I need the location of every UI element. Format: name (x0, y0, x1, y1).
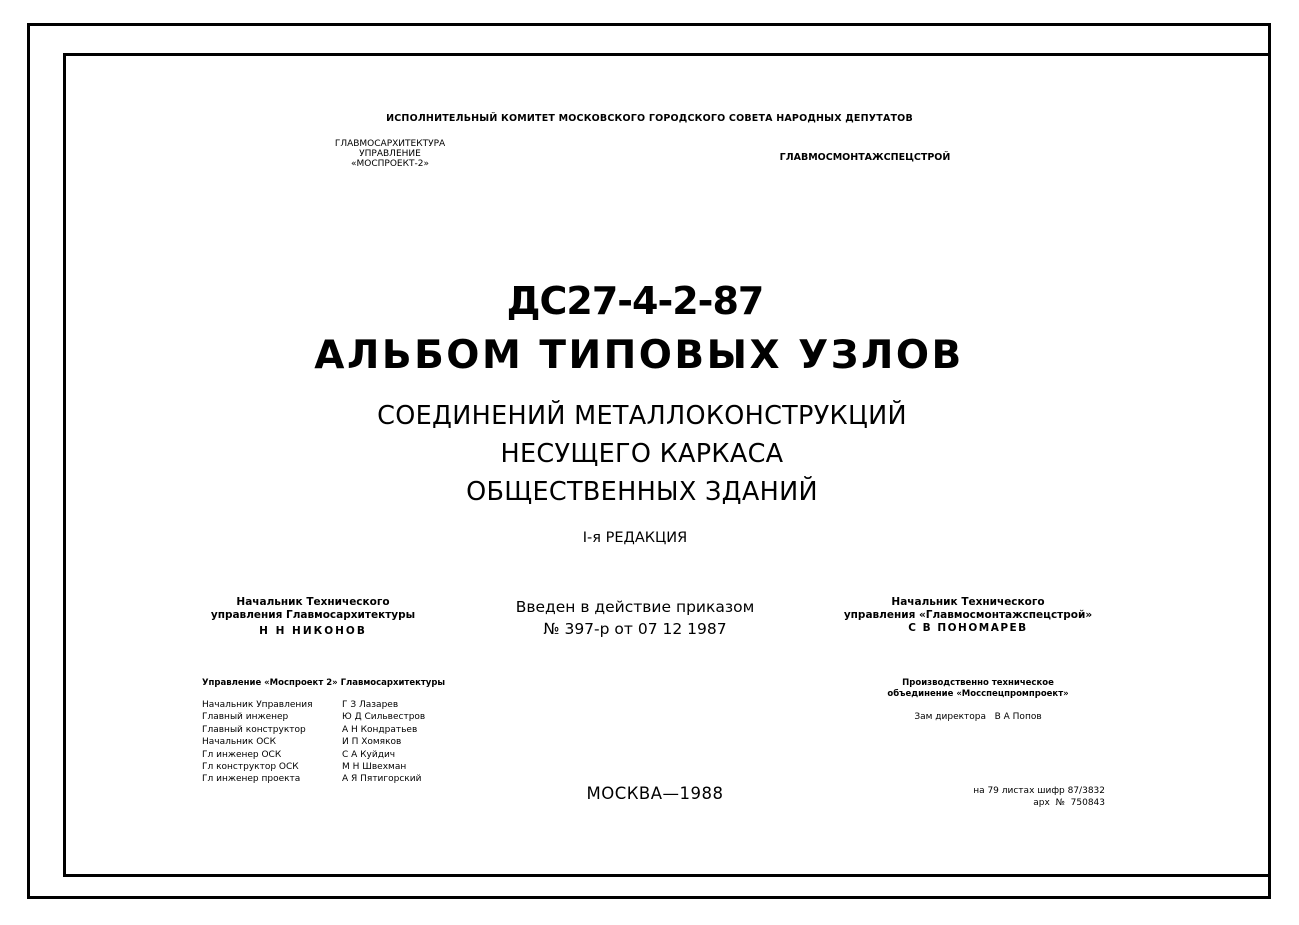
sheets-line: на 79 листах шифр 87/3832 (973, 786, 1105, 796)
subtitle-line: СОЕДИНЕНИЙ МЕТАЛЛОКОНСТРУКЦИЙ (377, 401, 907, 431)
signature-right-position: Начальник Технического (891, 596, 1045, 608)
album-title: АЛЬБОМ ТИПОВЫХ УЗЛОВ (314, 333, 964, 378)
org-left-line: «МОСПРОЕКТ-2» (351, 159, 429, 169)
staff-name: И П Хомяков (342, 737, 402, 748)
staff-row (202, 749, 425, 761)
staff-role: Главный конструктор (202, 724, 306, 735)
staff-role: Гл инженер ОСК (202, 749, 282, 760)
production-line: Производственно техническое (902, 678, 1054, 688)
signature-left-name: Н Н НИКОНОВ (259, 625, 367, 637)
staff-role: Гл инженер проекта (202, 774, 301, 785)
staff-row (202, 711, 425, 723)
staff-row (202, 736, 425, 748)
production-org (848, 678, 1108, 700)
archive-line: арх № 750843 (1033, 798, 1105, 808)
decree-line: № 397-р от 07 12 1987 (543, 620, 727, 638)
committee-heading: ИСПОЛНИТЕЛЬНЫЙ КОМИТЕТ МОСКОВСКОГО ГОРОДСКОГО СОВЕТА НАРОДНЫХ ДЕПУТАТОВ (386, 113, 913, 124)
signature-right-name: С В ПОНОМАРЕВ (908, 622, 1028, 634)
decree-line: Введен в действие приказом (515, 598, 755, 616)
org-left (290, 139, 490, 169)
document-code: ДС27-4-2-87 (506, 279, 764, 323)
org-right: ГЛАВМОСМОНТАЖСПЕЦСТРОЙ (779, 152, 951, 163)
staff-name: А Н Кондратьев (342, 724, 418, 735)
staff-row (202, 699, 425, 711)
staff-name: С А Куйдич (342, 749, 396, 760)
city-year: МОСКВА—1988 (586, 784, 724, 803)
staff-table (202, 699, 425, 786)
staff-role: Гл конструктор ОСК (202, 762, 299, 773)
edition-label: I-я РЕДАКЦИЯ (582, 530, 688, 546)
staff-name: А Я Пятигорский (342, 774, 422, 785)
staff-role: Начальник ОСК (202, 737, 276, 748)
staff-row (202, 724, 425, 736)
org-left-line: ГЛАВМОСАРХИТЕКТУРА (334, 139, 446, 149)
subtitle-line: НЕСУЩЕГО КАРКАСА (500, 439, 784, 469)
deputy-director: Зам директора В А Попов (914, 712, 1042, 722)
staff-row (202, 761, 425, 773)
department-title: Управление «Моспроект 2» Главмосархитектуры (202, 678, 446, 688)
staff-role: Главный инженер (202, 712, 289, 723)
org-left-line: УПРАВЛЕНИЕ (359, 149, 421, 159)
signature-right (820, 596, 1116, 635)
subtitle-line: ОБЩЕСТВЕННЫХ ЗДАНИЙ (466, 477, 818, 507)
production-line: объединение «Мосспецпромпроект» (887, 689, 1069, 699)
staff-name: Ю Д Сильвестров (342, 712, 426, 723)
signature-left-position: Начальник Технического (236, 596, 390, 608)
sheets-info (900, 785, 1105, 809)
signature-left-position: управления Главмосархитектуры (210, 609, 416, 621)
staff-name: Г З Лазарев (342, 700, 399, 710)
staff-name: М Н Швехман (342, 762, 407, 773)
staff-role: Начальник Управления (202, 700, 313, 710)
decree-block (500, 596, 770, 640)
signature-right-position: управления «Главмосмонтажспецстрой» (843, 609, 1093, 621)
signature-left (188, 596, 438, 638)
